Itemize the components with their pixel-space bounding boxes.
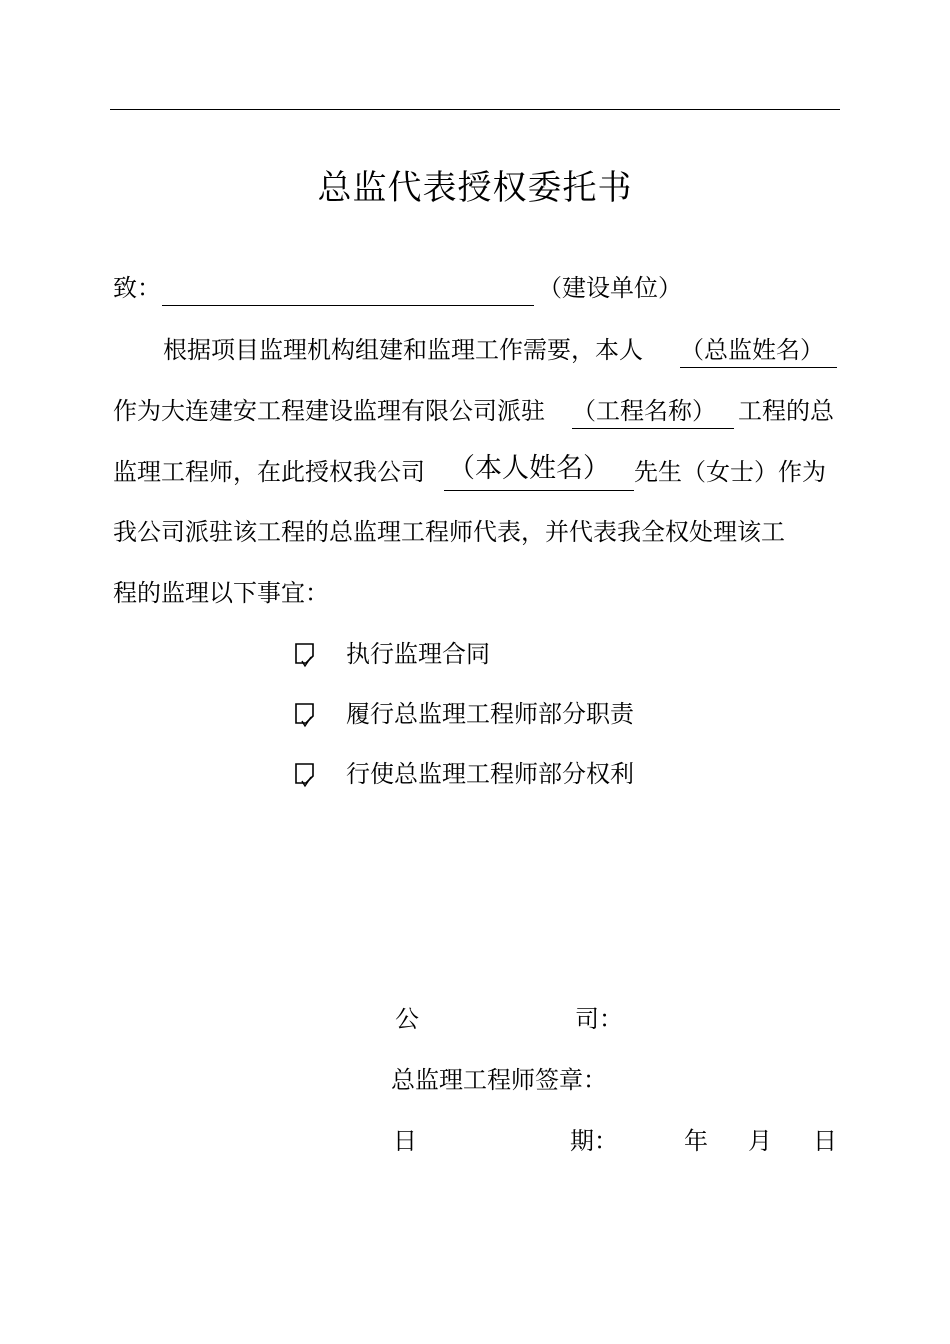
item-perform-duties: 履行总监理工程师部分职责 <box>346 700 634 728</box>
to-label: 致： <box>113 274 161 302</box>
checkbox-icon[interactable] <box>294 702 316 728</box>
paragraph-line-4: 我公司派驻该工程的总监理工程师代表，并代表我全权处理该工 <box>113 518 785 546</box>
date-month: 月 <box>748 1127 772 1155</box>
paragraph-line-2-end: 工程的总 <box>738 397 834 425</box>
date-label-char2: 期： <box>570 1127 618 1155</box>
company-label-char2: 司： <box>575 1005 623 1033</box>
date-year: 年 <box>684 1127 708 1155</box>
document-title: 总监代表授权委托书 <box>317 168 633 208</box>
to-suffix: （建设单位） <box>538 274 682 302</box>
person-name-fill: （本人姓名） <box>448 453 610 484</box>
project-name-blank[interactable] <box>572 428 734 429</box>
person-name-blank[interactable] <box>444 490 634 491</box>
date-day: 日 <box>813 1127 837 1155</box>
paragraph-line-5: 程的监理以下事宜： <box>113 579 329 607</box>
top-rule <box>110 109 840 110</box>
engineer-signature-label: 总监理工程师签章： <box>391 1066 607 1094</box>
chief-name-blank[interactable] <box>680 367 837 368</box>
date-label-char1: 日 <box>393 1127 417 1155</box>
checkbox-icon[interactable] <box>294 642 316 668</box>
chief-name-fill: （总监姓名） <box>680 336 824 364</box>
recipient-blank[interactable] <box>162 305 534 306</box>
paragraph-line-1: 根据项目监理机构组建和监理工作需要，本人 <box>163 336 643 364</box>
paragraph-line-3-end: 先生（女士）作为 <box>634 458 826 486</box>
item-execute-contract: 执行监理合同 <box>346 640 490 668</box>
checkbox-icon[interactable] <box>294 762 316 788</box>
item-exercise-rights: 行使总监理工程师部分权利 <box>346 760 634 788</box>
company-label-char1: 公 <box>395 1005 419 1033</box>
paragraph-line-2: 作为大连建安工程建设监理有限公司派驻 <box>113 397 545 425</box>
paragraph-line-3: 监理工程师，在此授权我公司 <box>113 458 425 486</box>
project-name-fill: （工程名称） <box>572 397 716 425</box>
